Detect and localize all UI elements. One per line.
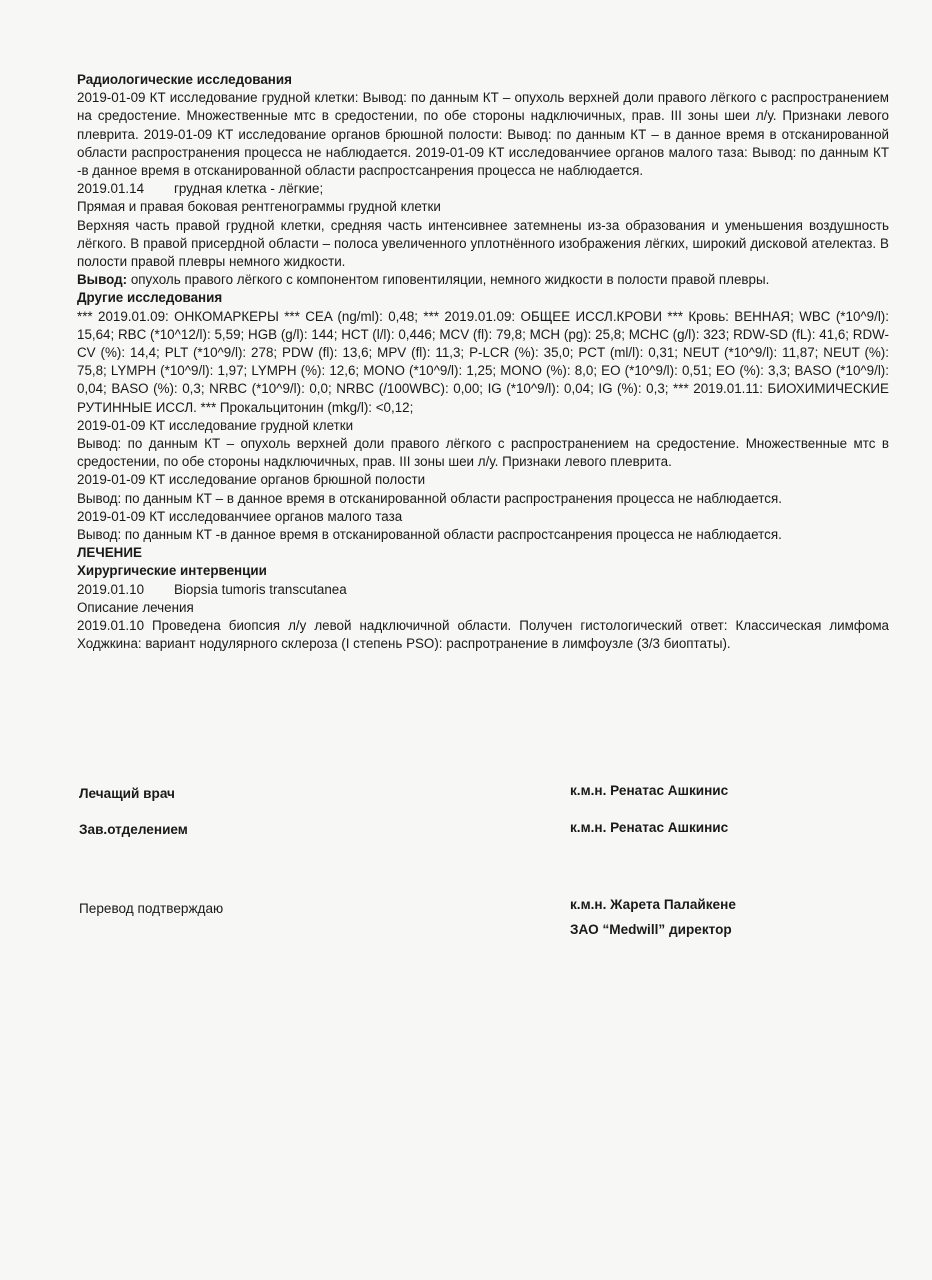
ct-pelvis-title: 2019-01-09 КТ исследованчиее органов малого таза [77, 508, 403, 524]
ct-chest-title: 2019-01-09 КТ исследование грудной клетки [77, 417, 354, 433]
other-studies-heading: Другие исследования [77, 290, 223, 306]
surgery-name: Biopsia tumoris transcutanea [174, 581, 347, 597]
radiology-conclusion [77, 271, 889, 289]
ct-abdomen-title: 2019-01-09 КТ исследование органов брюшной полости [77, 472, 426, 488]
xray-date: 2019.01.14 [77, 181, 145, 197]
ct-abdomen-text: Вывод: по данным КТ – в данное время в отсканированной области распространения процесса не наблюдается. [77, 490, 782, 506]
head-name: к.м.н. Ренатас Ашкинис [570, 820, 729, 835]
xray-type: Прямая и правая боковая рентгенограммы грудной клетки [77, 199, 441, 215]
lab-results: *** 2019.01.09: ОНКОМАРКЕРЫ *** CEA (ng/ml): 0,48; *** 2019.01.09: ОБЩЕЕ ИССЛ.КРОВИ *** Кровь: ВЕННАЯ; WBC (*10^9/l): 15,64; RBC (*10^12/l): 5,59; HGB (g/l): 144; HCT (l/l): 0,446; MCV (fl): 79,8; MCH (pg): 25,8; MCHC (g/l): 323; RDW-SD (fL): 41,6; RDW-CV (%): 14,4; PLT (*10^9/l): 278; PDW (fl): 13,6; MPV (fl): 11,3; P-LCR (%): 35,0; PCT (ml/l): 0,31; NEUT (*10^9/l): 11,87; NEUT (%): 75,8; LYMPH (*10^9/l): 1,97; LYMPH (%): 12,6; MONO (*10^9/l): 1,25; MONO (%): 8,0; EO (*10^9/l): 0,51; EO (%): 3,3; BASO (*10^9/l): 0,04; BASO (%): 0,3; NRBC (*10^9/l): 0,0; NRBC (/100WBC): 0,00; IG (*10^9/l): 0,04; IG (%): 0,3; *** 2019.01.11: БИОХИМИЧЕСКИЕ РУТИННЫЕ ИССЛ. *** Прокальцитонин (mkg/l): <0,12; [77, 308, 889, 415]
radiology-summary: 2019-01-09 КТ исследование грудной клетки: Вывод: по данным КТ – опухоль верхней доли правого лёгкого с распространением на средостение. Множественные мтс в средостении, по обе стороны надключичных, прав. III зоны шеи л/у. Признаки левого плеврита. 2019-01-09 КТ исследование органов брюшной полости: Вывод: по данным КТ – в данное время в отсканированной области распространения процесса не наблюдается. 2019-01-09 КТ исследованчиее органов малого таза: Вывод: по данным КТ -в данное время в отсканированной области распростсанрения процесса не наблюдается. [77, 90, 889, 179]
xray-area: грудная клетка - лёгкие; [174, 181, 324, 197]
surgery-row [77, 581, 889, 599]
translation-label: Перевод подтверждаю [79, 901, 224, 916]
conclusion-label: Вывод: [77, 272, 128, 288]
xray-row [77, 180, 889, 198]
radiology-heading: Радиологические исследования [77, 72, 292, 87]
conclusion-text: опухоль правого лёгкого с компонентом гиповентиляции, немного жидкости в полости правой плевры. [127, 272, 770, 288]
ct-chest-text: Вывод: по данным КТ – опухоль верхней доли правого лёгкого с распространением на средостение. Множественные мтс в средостении, по обе стороны надключичных, прав. III зоны шеи л/у. Признаки левого плеврита. [77, 436, 889, 470]
xray-description: Верхняя часть правой грудной клетки, средняя часть интенсивнее затемнены из-за образования и уменьшения воздушность лёгкого. В правой присердной области – полоса увеличенного уплотнённого изображения лёгких, широкий дисковой ателектаз. В полости правой плевры немного жидкости. [77, 217, 889, 270]
surgery-heading: Хирургические интервенции [77, 563, 267, 579]
document-body [77, 71, 889, 654]
treatment-desc-text: 2019.01.10 Проведена биопсия л/у левой надключичной области. Получен гистологический ответ: Классическая лимфома Ходжкина: вариант нодулярного склероза (I степень PSO): распротранение в лимфоузле (3/3 биоптаты). [77, 618, 889, 652]
doctor-name: к.м.н. Ренатас Ашкинис [570, 783, 729, 798]
ct-pelvis-text: Вывод: по данным КТ -в данное время в отсканированной области распростсанрения процесса не наблюдается. [77, 527, 782, 543]
director-title: ЗАО “Medwill” директор [570, 922, 732, 937]
head-label: Зав.отделением [79, 822, 188, 837]
treatment-desc-label: Описание лечения [77, 599, 194, 615]
doctor-label: Лечащий врач [79, 786, 175, 801]
treatment-heading: ЛЕЧЕНИЕ [77, 545, 142, 561]
surgery-date: 2019.01.10 [77, 581, 145, 597]
director-name: к.м.н. Жарета Палайкене [570, 897, 736, 912]
